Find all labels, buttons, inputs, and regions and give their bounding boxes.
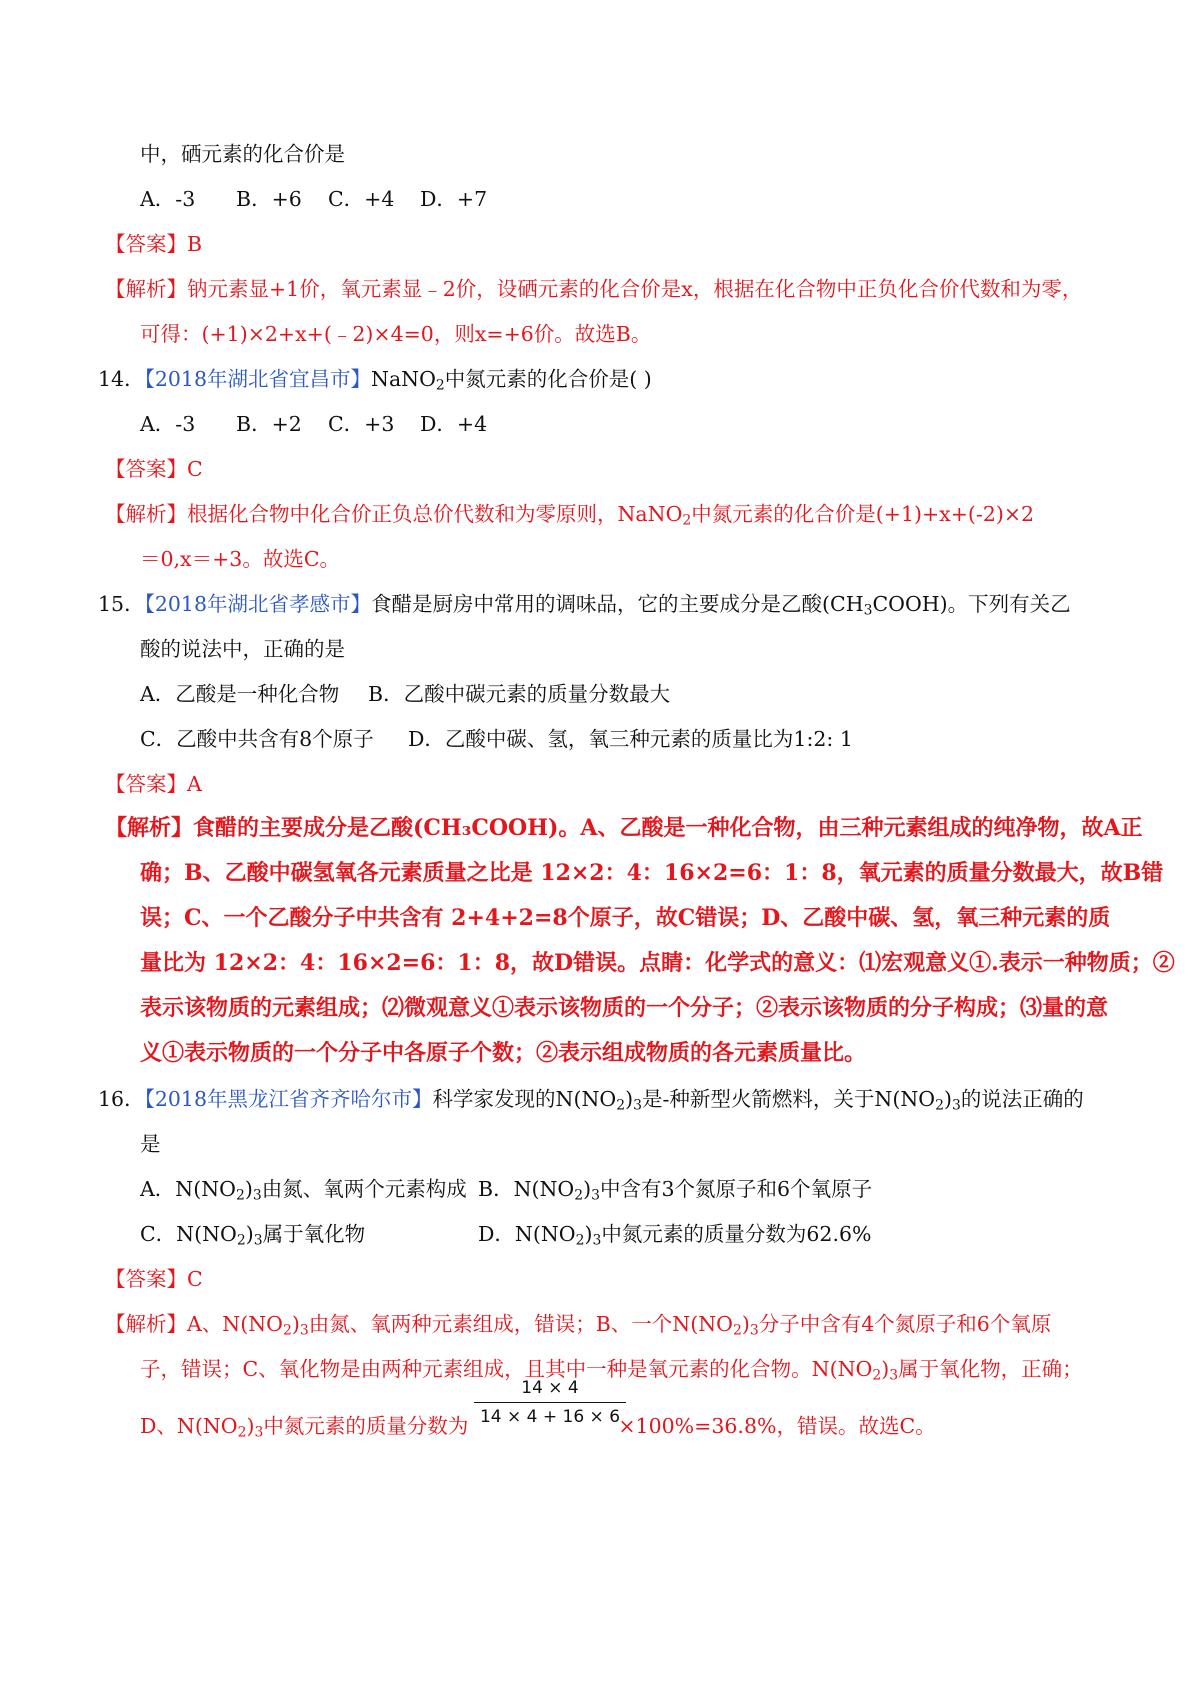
- q16-options-row-1: [140, 1175, 872, 1203]
- answer-value: B: [187, 232, 203, 256]
- q15-option-c: C．乙酸中共含有8个原子: [140, 727, 374, 751]
- q14-analysis-line-1: 【解析】根据化合物中化合价正负总价代数和为零原则，NaNO$_2$中氮元素的化合价是(+1)+x+(-2)×2: [105, 502, 1035, 529]
- q16-option-b: B．$N(NO_2)_3$中含有3个氮原子和6个氧原子: [478, 1177, 873, 1204]
- q15-analysis-line-4: 量比为 12×2：4：16×2=6：1：8，故D错误。点睛：化学式的意义：⑴宏观意义①.表示一种物质；②: [140, 950, 1175, 976]
- answer-value: A: [187, 772, 202, 796]
- q13-stem-continuation: 中，硒元素的化合价是: [140, 142, 345, 166]
- question-source: 【2018年湖北省孝感市】: [144, 592, 372, 616]
- fraction-bar: [474, 1402, 626, 1403]
- q15-options-row-2: [140, 725, 853, 753]
- q16-analysis-line-3: D、$N(NO_2)_3$中氮元素的质量分数为 ×100%=36.8%，错误。故选C。: [140, 1414, 936, 1441]
- fraction-numerator: 14 × 4: [521, 1378, 579, 1398]
- q16-stem-line-2: 是: [140, 1132, 161, 1156]
- q15-analysis-line-2: 确；B、乙酸中碳氢氧各元素质量之比是 12×2：4：16×2=6：1：8，氧元素的质量分数最大，故B错: [140, 860, 1164, 886]
- q15-options-row-1: [140, 680, 670, 708]
- q14-stem: 14．【2018年湖北省宜昌市】NaNO$_2$中氮元素的化合价是( ): [98, 367, 652, 394]
- q14-option-d: D．+4: [420, 412, 488, 436]
- q13-option-c: C．+4: [328, 187, 395, 211]
- q13-analysis-line-2: 可得：(+1)×2+x+(﹣2)×4=0，则x=+6价。故选B。: [140, 322, 652, 346]
- mass-fraction-formula: [474, 1378, 626, 1427]
- q14-analysis-line-2: ＝0,x＝+3。故选C。: [140, 547, 341, 571]
- analysis-label: 【解析】: [105, 1312, 187, 1336]
- analysis-label: 【解析】: [105, 502, 187, 526]
- q13-options: [140, 185, 487, 213]
- q14-option-a: A．-3: [140, 412, 196, 436]
- answer-label: 【答案】: [105, 1267, 187, 1291]
- q13-answer: [105, 230, 202, 258]
- q15-stem-line-1: 15．【2018年湖北省孝感市】食醋是厨房中常用的调味品，它的主要成分是乙酸$(CH_3COOH)$。下列有关乙: [98, 592, 1071, 619]
- question-number: 16．: [98, 1087, 145, 1111]
- q14-answer: [105, 455, 203, 483]
- q14-option-c: C．+3: [328, 412, 395, 436]
- answer-value: C: [187, 457, 203, 481]
- question-number: 15．: [98, 592, 145, 616]
- q15-analysis-line-5: 表示该物质的元素组成；⑵微观意义①表示该物质的一个分子；②表示该物质的分子构成；⑶量的意: [140, 995, 1109, 1021]
- question-source: 【2018年湖北省宜昌市】: [144, 367, 372, 391]
- question-number: 14．: [98, 367, 145, 391]
- q15-option-b: B．乙酸中碳元素的质量分数最大: [368, 682, 671, 706]
- q16-options-row-2: [140, 1220, 872, 1248]
- question-source: 【2018年黑龙江省齐齐哈尔市】: [144, 1087, 433, 1111]
- q13-analysis-line-1: 【解析】钠元素显+1价，氧元素显﹣2价，设硒元素的化合价是x，根据在化合物中正负化合价代数和为零，: [105, 277, 1083, 301]
- analysis-label: 【解析】: [105, 815, 194, 841]
- q15-option-d: D．乙酸中碳、氢，氧三种元素的质量比为1:2: 1: [408, 727, 853, 751]
- answer-value: C: [187, 1267, 203, 1291]
- q16-analysis-line-1: 【解析】A、$N(NO_2)_3$由氮、氧两种元素组成，错误；B、一个$N(NO_2)_3$分子中含有4个氮原子和6个氧原: [105, 1312, 1052, 1339]
- q16-option-d: D．$N(NO_2)_3$中氮元素的质量分数为62.6%: [478, 1222, 872, 1249]
- answer-label: 【答案】: [105, 772, 187, 796]
- q15-stem-line-2: 酸的说法中，正确的是: [140, 637, 345, 661]
- q15-analysis-line-1: 【解析】食醋的主要成分是乙酸(CH₃COOH)。A、乙酸是一种化合物，由三种元素组成的纯净物，故A正: [105, 815, 1143, 841]
- q15-option-a: A．乙酸是一种化合物: [140, 682, 340, 706]
- q16-stem-line-1: 16．【2018年黑龙江省齐齐哈尔市】科学家发现的$N(NO_2)_3$是-种新型火箭燃料，关于$N(NO_2)_3$的说法正确的: [98, 1087, 1084, 1114]
- q15-analysis-line-6: 义①表示物质的一个分子中各原子个数；②表示组成物质的各元素质量比。: [140, 1040, 867, 1066]
- q16-option-a: A．$N(NO_2)_3$由氮、氧两个元素构成: [140, 1177, 467, 1204]
- q13-option-a: A．-3: [140, 187, 196, 211]
- q15-analysis-line-3: 误；C、一个乙酸分子中共含有 2+4+2=8个原子，故C错误；D、乙酸中碳、氢，氧三种元素的质: [140, 905, 1111, 931]
- q13-option-b: B．+6: [236, 187, 302, 211]
- q13-option-d: D．+7: [420, 187, 488, 211]
- q14-option-b: B．+2: [236, 412, 302, 436]
- q16-analysis-line-2: 子，错误；C、氧化物是由两种元素组成，且其中一种是氧元素的化合物。$N(NO_2)_3$属于氧化物，正确；: [140, 1357, 1083, 1384]
- answer-label: 【答案】: [105, 457, 187, 481]
- analysis-label: 【解析】: [105, 277, 187, 301]
- q14-options: [140, 410, 487, 438]
- answer-label: 【答案】: [105, 232, 187, 256]
- fraction-denominator: 14 × 4 + 16 × 6: [479, 1407, 621, 1427]
- q15-answer: [105, 770, 202, 798]
- q16-answer: [105, 1265, 203, 1293]
- q16-option-c: C．$N(NO_2)_3$属于氧化物: [140, 1222, 366, 1249]
